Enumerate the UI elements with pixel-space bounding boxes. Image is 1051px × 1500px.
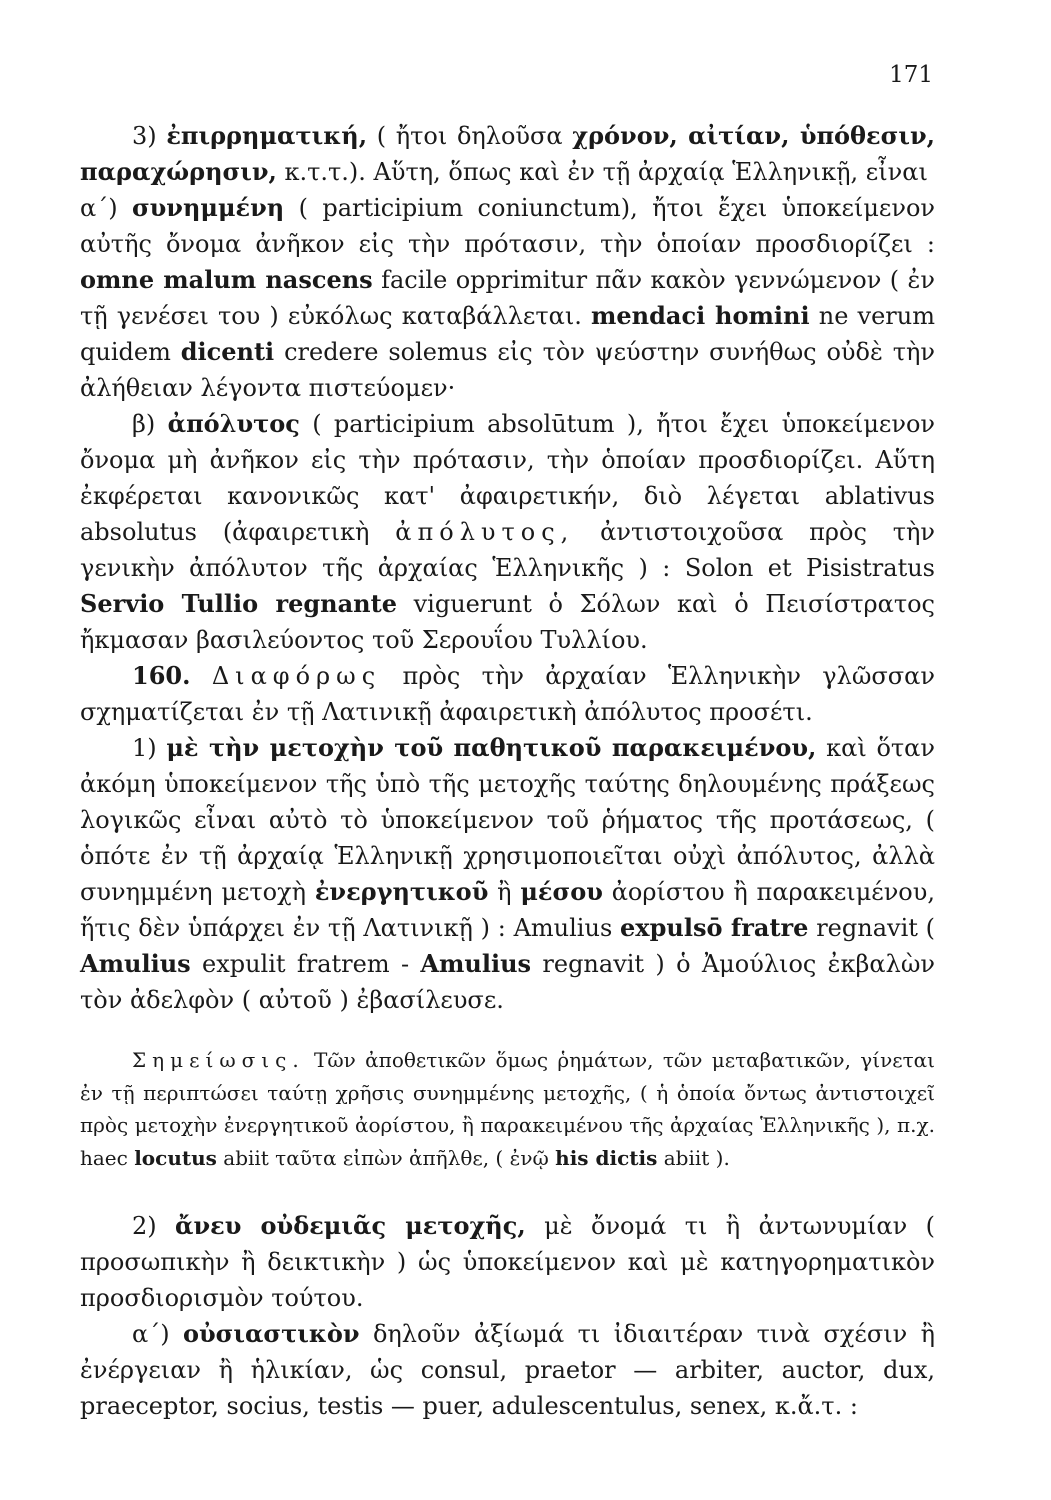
note-paragraph <box>80 1044 935 1174</box>
text: ( participium coniunctum), ἤτοι ἔχει ὑποκείμενον αὐτῆς ὄνομα ἀνῆκον εἰς τὴν πρότασιν, τὴν ὁποίαν προσδιορίζει : <box>80 194 935 258</box>
paragraph-3-adverbial <box>80 118 935 190</box>
section-160-block <box>80 658 935 1018</box>
latin-example: dicenti <box>180 337 275 366</box>
term-coniunctum: συνημμένη <box>131 193 285 222</box>
term-noun: οὐσιαστικὸν <box>182 1319 360 1348</box>
text: μὲ ὄνομά τι ἢ ἀντωνυμίαν ( προσωπικὴν ἢ δεικτικὴν ) ὡς ὑποκείμενον καὶ μὲ κατηγορηματικὸν προσδιορισμὸν τούτου. <box>80 1212 935 1312</box>
list-marker: α΄) <box>132 1320 170 1348</box>
text: regnavit ( <box>816 914 935 942</box>
text: abiit ). <box>663 1145 730 1170</box>
text: credere solemus εἰς τὸν ψεύστην συνήθως οὐδὲ τὴν ἀλήθειαν λέγοντα πιστεύομεν· <box>80 338 935 402</box>
latin-example: Amulius <box>80 949 191 978</box>
text: ἢ <box>497 878 512 906</box>
paragraph-beta-absolutum <box>80 406 935 658</box>
latin-example: his dictis <box>555 1145 658 1170</box>
text: ἀορίστου ἢ παρακειμένου, ἥτις δὲν ὑπάρχει ἐν τῇ Λατινικῇ ) : Amulius <box>80 878 935 942</box>
term-absolute: ἀπόλυτος <box>167 409 300 438</box>
text: ἀντιστοιχοῦσα πρὸς τὴν γενικὴν ἀπόλυτον τῆς ἀρχαίας Ἑλληνικῆς ) : Solon et Pisistratus <box>80 518 935 582</box>
page-number: 171 <box>889 62 933 88</box>
text: viguerunt ὁ Σόλων καὶ ὁ Πεισίστρατος ἤκμασαν βασιλεύοντος τοῦ Σερουΐου Τυλλίου. <box>80 590 935 654</box>
term-perfect-participle: μὲ τὴν μετοχὴν τοῦ παθητικοῦ παρακειμένου, <box>166 733 817 762</box>
section-3-block <box>80 118 935 658</box>
list-marker: α΄) <box>80 194 118 222</box>
text: καὶ ὅταν ἀκόμη ὑποκείμενον τῆς ὑπὸ τῆς μετοχῆς ταύτης δηλουμένης πράξεως λογικῶς εἶναι αὐτὸ τὸ ὑποκείμενον τοῦ ῥήματος τῆς προτάσεως, ( ὁπότε ἐν τῇ ἀρχαίᾳ Ἑλληνικῇ χρησιμοποιεῖται οὐχὶ ἀπόλυτος, ἀλλὰ συνημμένη μετοχὴ <box>80 734 935 906</box>
text: facile opprimitur πᾶν κακὸν γεννώμενον ( ἐν τῇ γενέσει του ) εὐκόλως καταβάλλεται. <box>80 266 935 330</box>
text: Τῶν ἀποθετικῶν ὅμως ῥημάτων, τῶν μεταβατικῶν, γίνεται ἐν τῇ περιπτώσει ταύτῃ χρῆσις συνημμένης μετοχῆς, ( ἡ ὁποία ὄντως ἀντιστοιχεῖ πρὸς μετοχὴν ἐνεργητικοῦ ἀορίστου, ἢ παρακειμένου τῆς ἀρχαίας Ἑλληνικῆς ), π.χ. haec <box>80 1048 935 1170</box>
term-time-cause: χρόνον, αἰτίαν, ὑπόθεσιν, παραχώρησιν, <box>80 121 935 186</box>
section-2-block <box>80 1208 935 1424</box>
text: expulit fratrem - <box>202 950 410 978</box>
latin-example: omne malum nascens <box>80 265 373 294</box>
term-without-participle: ἄνευ οὐδεμιᾶς μετοχῆς, <box>175 1211 526 1240</box>
list-marker: β) <box>132 410 156 438</box>
paragraph-2-alpha-noun <box>80 1316 935 1424</box>
section-number: 160. <box>132 661 191 690</box>
list-marker: 1) <box>132 734 157 762</box>
text: ne verum quidem <box>80 302 935 366</box>
paragraph-2-without-participle <box>80 1208 935 1316</box>
paragraph-160-item-1 <box>80 730 935 1018</box>
text: πρὸς τὴν ἀρχαίαν Ἑλληνικὴν γλῶσσαν σχηματίζεται ἐν τῇ Λατινικῇ ἀφαιρετικὴ ἀπόλυτος προσέτι. <box>80 662 935 726</box>
text: ( participium absolūtum ), ἤτοι ἔχει ὑποκείμενον ὄνομα μὴ ἀνῆκον εἰς τὴν πρότασιν, τὴν ὁποίαν προσδιορίζει. Αὕτη ἐκφέρεται κανονικῶς κατ' ἀφαιρετικήν, διὸ λέγεται ablativus absolutus (ἀφαιρετικὴ <box>80 410 935 546</box>
term-adverbial: ἐπιρρηματική, <box>166 121 368 150</box>
paragraph-alpha-coniunctum <box>80 190 935 406</box>
note-heading: Σημείωσις. <box>132 1048 305 1072</box>
text: regnavit ) ὁ Ἀμούλιος ἐκβαλὼν τὸν ἀδελφὸν ( αὐτοῦ ) ἐβασίλευσε. <box>80 950 935 1014</box>
list-marker: 2) <box>132 1212 157 1240</box>
latin-example: Servio Tullio regnante <box>80 589 397 618</box>
note-block <box>80 1044 935 1174</box>
text: ( ἤτοι δηλοῦσα <box>376 122 563 150</box>
latin-example: expulsō fratre <box>620 913 809 942</box>
text: δηλοῦν ἀξίωμά τι ἰδιαιτέραν τινὰ σχέσιν ἢ ἐνέργειαν ἢ ἡλικίαν, ὡς consul, praetor — arbiter, auctor, dux, praeceptor, socius, testis — puer, adulescentulus, senex, κ.ἄ.τ. : <box>80 1320 935 1420</box>
latin-example: Amulius <box>420 949 532 978</box>
text: κ.τ.τ.). Αὕτη, ὅπως καὶ ἐν τῇ ἀρχαίᾳ Ἑλληνικῇ, εἶναι <box>284 158 928 186</box>
text: abiit ταῦτα εἰπὼν ἀπῆλθε, ( ἐνῷ <box>223 1145 549 1170</box>
spaced-term: ἀπόλυτος, <box>395 518 575 546</box>
latin-example: locutus <box>134 1145 217 1170</box>
term-active: ἐνεργητικοῦ <box>314 877 489 906</box>
paragraph-160 <box>80 658 935 730</box>
spaced-term: Διαφόρως <box>211 662 382 690</box>
list-marker: 3) <box>132 122 157 150</box>
latin-example: mendaci homini <box>591 301 810 330</box>
term-middle: μέσου <box>520 877 603 906</box>
